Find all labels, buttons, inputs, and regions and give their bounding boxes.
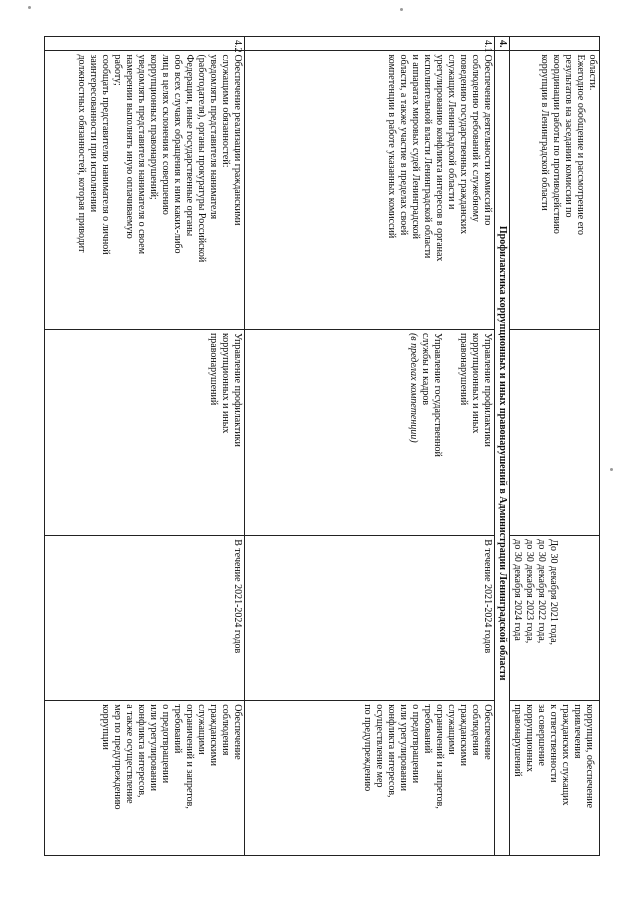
text-line: правонарушений	[208, 332, 219, 406]
section-number: 4.	[495, 37, 510, 51]
text-line: коррупции, обеспечение	[584, 704, 595, 809]
executor-secondary	[419, 333, 443, 532]
text-line: Управление профилактики	[232, 332, 243, 447]
deadline-cell	[510, 536, 600, 701]
text-line: намерении выполнять иную оплачиваемую	[124, 54, 135, 239]
text-line: гражданскими	[458, 704, 469, 766]
scan-speck	[400, 8, 403, 11]
text-line: до 30 декабря 2023 года,	[524, 539, 535, 644]
text-line: поведению государственных гражданских	[458, 54, 469, 235]
text-line: соблюдения	[220, 704, 231, 756]
text-line: До 30 декабря 2021 года,	[548, 539, 559, 646]
executor-cell	[510, 329, 600, 535]
text-line: (работодателя), органы прокуратуры Российской	[196, 54, 207, 263]
scan-speck	[28, 6, 31, 9]
text-line: Управление государственной	[432, 332, 443, 457]
text-line: Обеспечение	[232, 704, 243, 760]
text-line: конфликта интересов,	[386, 704, 397, 798]
text-line: Обеспечение	[482, 704, 493, 760]
text-line: о предотвращении	[410, 704, 421, 784]
text-line: исполнительной власти Ленинградской области	[422, 54, 433, 259]
text-line: или урегулировании	[398, 704, 409, 791]
spacer	[443, 333, 457, 532]
text-line: должностных обязанностей, которая приводит	[76, 54, 87, 253]
text-line: координации работы по противодействию	[551, 54, 562, 234]
text-line: Управление профилактики	[482, 332, 493, 447]
text-line: или урегулировании	[148, 704, 159, 791]
text-line: коррупционных правонарушений;	[148, 54, 159, 200]
text-line: конфликта интересов,	[136, 704, 147, 798]
expected-result	[245, 701, 495, 856]
text-line: коррупции	[100, 704, 111, 750]
executor-primary	[457, 333, 493, 532]
text-line: работу;	[112, 54, 123, 86]
scan-speck	[610, 468, 613, 471]
text-line: требований	[422, 704, 433, 754]
text-line: гражданскими	[208, 704, 219, 766]
text-line: компетенции в работе указанных комиссий	[386, 54, 397, 239]
text-line: коррупционных и иных	[220, 332, 231, 434]
text-line: осуществление мер	[374, 704, 385, 788]
text-line: результатов на заседании комиссии по	[563, 54, 574, 218]
deadline-cell: В течение 2021-2024 годов	[245, 536, 495, 701]
text-line: сообщать представителю нанимателя о личной	[100, 54, 111, 255]
text-line: привлечения	[572, 704, 583, 759]
table-row	[245, 37, 495, 856]
text-line: и аппаратах мировых судей Ленинградской	[410, 54, 421, 239]
text-line: соблюдению требований к служебному	[470, 54, 481, 222]
text-line: коррупционных	[524, 704, 535, 772]
text-line: о предотвращении	[160, 704, 171, 784]
section-title: Профилактика коррупционных и иных правонарушений в Администрации Ленинградской области	[495, 51, 510, 856]
expected-result	[510, 701, 600, 856]
text-line: мер по предупреждению	[112, 704, 123, 810]
text-line: по предупреждению	[362, 704, 373, 792]
text-line: требований	[172, 704, 183, 754]
text-line: Обеспечение реализации гражданскими	[232, 54, 243, 226]
text-line: соблюдения	[470, 704, 481, 756]
text-line: уведомлять представителя нанимателя	[208, 54, 219, 220]
text-line: Обеспечение деятельности комиссий по	[482, 54, 493, 226]
expected-result	[45, 701, 245, 856]
text-line: правонарушений	[512, 704, 523, 777]
text-line: уведомлять представителя нанимателя о своем	[136, 54, 147, 255]
text-line: а также осуществление	[124, 704, 135, 804]
row-number: 4.2	[45, 37, 245, 51]
text-line: коррупционных и иных	[470, 332, 481, 434]
executor-cell	[45, 329, 245, 535]
measure-description	[245, 51, 495, 330]
text-line: области.	[587, 54, 598, 91]
rotated-page	[30, 36, 600, 856]
text-line: коррупции в Ленинградской области	[539, 54, 550, 211]
deadline-cell: В течение 2021-2024 годов	[45, 536, 245, 701]
section-row	[495, 37, 510, 856]
text-line: правонарушений	[458, 332, 469, 406]
text-line: области, а также участие в пределах своей	[398, 54, 409, 236]
row-number: 4.1	[245, 37, 495, 51]
text-line: служащими	[196, 704, 207, 755]
text-line: обо всех случаях обращения к ним каких-либо	[172, 54, 183, 254]
table-row	[45, 37, 245, 856]
text-line: ограничений и запретов,	[434, 704, 445, 809]
measures-table	[44, 36, 600, 856]
text-line: служащими обязанностей:	[220, 54, 231, 168]
text-line: служащих Ленинградской области и	[446, 54, 457, 210]
text-line: службы и кадров	[420, 332, 431, 406]
text-line: урегулированию конфликта интересов в органах	[434, 54, 445, 262]
text-line: Ежегодное обобщение и рассмотрение его	[575, 54, 586, 236]
text-line: Федерации, иные государственные органы	[184, 54, 195, 237]
text-line: до 30 декабря 2024 года	[512, 539, 523, 641]
executor-note: (в пределах компетенции)	[408, 332, 419, 443]
text-line: заинтересованности при исполнении	[88, 54, 99, 213]
table-row	[510, 37, 600, 856]
text-line: служащими	[446, 704, 457, 755]
text-line: гражданских служащих	[560, 704, 571, 806]
text-line: за совершение	[536, 704, 547, 766]
text-line: лиц в целях склонения к совершению	[160, 54, 171, 215]
text-line: к ответственности	[548, 704, 559, 783]
measure-description	[45, 51, 245, 330]
row-number	[510, 37, 600, 51]
measure-description	[510, 51, 600, 330]
executor-cell	[245, 329, 495, 535]
text-line: до 30 декабря 2022 года,	[536, 539, 547, 644]
text-line: ограничений и запретов,	[184, 704, 195, 809]
